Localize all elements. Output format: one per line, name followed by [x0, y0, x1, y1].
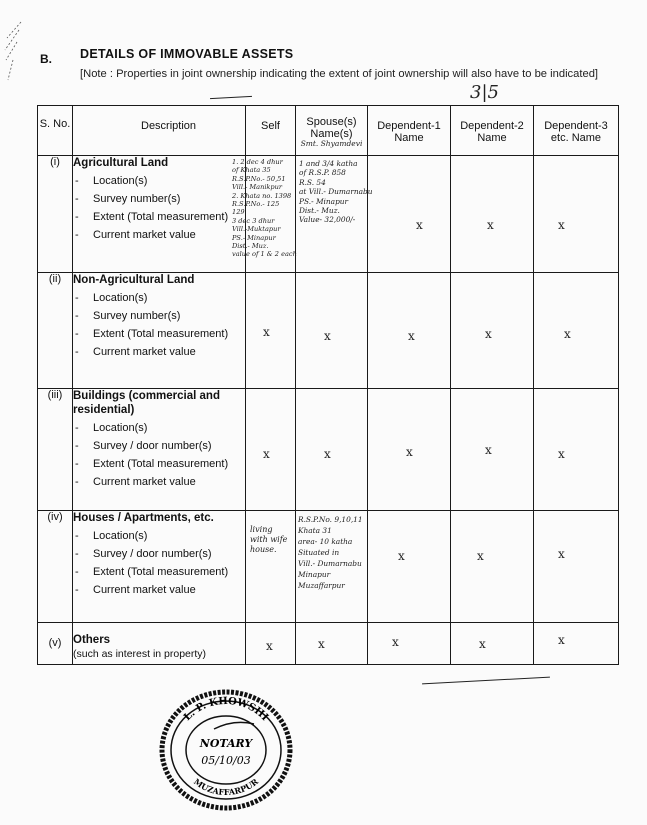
cell-spouse — [296, 389, 368, 511]
cross-mark: x — [263, 447, 270, 461]
cell-dependent-1 — [368, 273, 451, 389]
cell-dependent-3 — [534, 511, 619, 623]
handwritten-entry: living with wife house. — [250, 525, 288, 554]
cell-dependent-3 — [534, 389, 619, 511]
section-letter: B. — [40, 52, 52, 66]
row-description — [73, 156, 246, 273]
cell-dependent-3 — [534, 156, 619, 273]
cross-mark: x — [324, 447, 331, 461]
cell-dependent-3 — [534, 273, 619, 389]
cross-mark: x — [487, 218, 494, 232]
row-sno: (iii) — [38, 389, 73, 511]
cell-dependent-2 — [451, 156, 534, 273]
cell-dependent-1 — [368, 156, 451, 273]
immovable-assets-table — [37, 105, 619, 665]
stamp-center-title: NOTARY — [199, 737, 253, 750]
table-row — [38, 511, 619, 623]
cell-dependent-1 — [368, 623, 451, 665]
table-header-row — [38, 106, 619, 156]
cell-self — [246, 511, 296, 623]
row-description — [73, 389, 246, 511]
cross-mark: x — [479, 637, 486, 651]
cell-dependent-3 — [534, 623, 619, 665]
margin-scribble — [3, 20, 23, 90]
cell-dependent-1 — [368, 511, 451, 623]
stamp-bottom-text: MUZAFFARPUR — [192, 776, 260, 798]
header-spouse-label: Spouse(s) Name(s) — [306, 116, 357, 140]
item-survey: - Survey / door number(s) — [73, 547, 245, 562]
table-row — [38, 273, 619, 389]
cell-dependent-2 — [451, 511, 534, 623]
header-description: Description — [73, 106, 246, 156]
cross-mark: x — [558, 218, 565, 232]
cell-self — [246, 389, 296, 511]
row-sno: (v) — [38, 623, 73, 665]
row-title: Houses / Apartments, etc. — [73, 512, 214, 524]
notary-stamp — [154, 684, 298, 814]
spouse-name-handwritten: Smt. Shyamdevi — [300, 139, 363, 148]
row-sno: (iv) — [38, 511, 73, 623]
signature-line — [422, 677, 550, 685]
table-row — [38, 623, 619, 665]
cell-spouse — [296, 273, 368, 389]
header-sno: S. No. — [38, 106, 73, 156]
handwritten-entry: 1 and 3/4 katha of R.S.P. 858 R.S. 54 at Vill.- Dumarnabu PS.- Minapur Dist.- Muz. Value- 32,000/- — [299, 159, 373, 225]
cell-dependent-2 — [451, 623, 534, 665]
row-description — [73, 273, 246, 389]
item-location: - Location(s) — [73, 291, 245, 306]
table-row — [38, 156, 619, 273]
row-description — [73, 623, 246, 665]
cross-mark: x — [392, 635, 399, 649]
cross-mark: x — [398, 549, 405, 563]
header-dependent-3: Dependent-3 etc. Name — [534, 106, 619, 156]
section-note: [Note : Properties in joint ownership indicating the extent of joint ownership will also have to be indicated] — [80, 68, 599, 80]
row-title: Non-Agricultural Land — [73, 274, 195, 286]
item-location: - Location(s) — [73, 174, 245, 189]
cell-spouse — [296, 623, 368, 665]
item-extent: - Extent (Total measurement) — [73, 210, 245, 225]
cross-mark: x — [558, 547, 565, 561]
item-extent: - Extent (Total measurement) — [73, 565, 245, 580]
cross-mark: x — [485, 327, 492, 341]
item-survey: - Survey number(s) — [73, 192, 245, 207]
cross-mark: x — [406, 445, 413, 459]
section-title: DETAILS OF IMMOVABLE ASSETS — [80, 47, 294, 61]
item-survey: - Survey / door number(s) — [73, 439, 245, 454]
stamp-ring-text: L. P. KHOWSHI — [181, 695, 271, 724]
stamp-center-number: 05/10/03 — [201, 754, 251, 767]
item-market-value: - Current market value — [73, 228, 245, 243]
notary-stamp-graphic — [154, 684, 298, 814]
row-title: Buildings (commercial and residential) — [73, 390, 220, 416]
cross-mark: x — [477, 549, 484, 563]
cell-dependent-2 — [451, 273, 534, 389]
row-description — [73, 511, 246, 623]
handwritten-underline — [210, 96, 252, 99]
cell-self — [246, 273, 296, 389]
row-sno: (i) — [38, 156, 73, 273]
item-extent: - Extent (Total measurement) — [73, 457, 245, 472]
item-survey: - Survey number(s) — [73, 309, 245, 324]
cross-mark: x — [558, 633, 565, 647]
item-location: - Location(s) — [73, 421, 245, 436]
handwritten-page-number: 3|5 — [470, 82, 499, 103]
cross-mark: x — [485, 443, 492, 457]
cross-mark: x — [564, 327, 571, 341]
cell-dependent-1 — [368, 389, 451, 511]
header-self: Self — [246, 106, 296, 156]
row-title: Agricultural Land — [73, 157, 169, 169]
cross-mark: x — [416, 218, 423, 232]
item-extent: - Extent (Total measurement) — [73, 327, 245, 342]
header-spouse — [296, 106, 368, 156]
item-market-value: - Current market value — [73, 583, 245, 598]
cell-spouse — [296, 156, 373, 273]
cell-self — [232, 156, 297, 273]
header-dependent-2: Dependent-2 Name — [451, 106, 534, 156]
row-sno: (ii) — [38, 273, 73, 389]
cross-mark: x — [263, 325, 270, 339]
cross-mark: x — [408, 329, 415, 343]
row-subtitle: (such as interest in property) — [73, 648, 207, 660]
item-market-value: - Current market value — [73, 475, 245, 490]
header-dependent-1: Dependent-1 Name — [368, 106, 451, 156]
handwritten-entry: 1. 2 dec 4 dhur of Khata 35 R.S.P.No.- 50,51 Vill.- Manikpur 2. Khata no. 1398 R.S.P.No.- 125 129 3 dec 3 dhur Vill.-Muktapur PS.- Minapur Dist.- Muz. value of 1 & 2 each — [232, 158, 297, 259]
item-market-value: - Current market value — [73, 345, 245, 360]
item-location: - Location(s) — [73, 529, 245, 544]
cross-mark: x — [318, 637, 325, 651]
table-row — [38, 389, 619, 511]
cell-self — [246, 623, 296, 665]
cell-spouse — [296, 511, 368, 623]
row-title: Others — [73, 634, 111, 646]
cross-mark: x — [266, 639, 273, 653]
cross-mark: x — [558, 447, 565, 461]
handwritten-entry: R.S.P.No. 9,10,11 Khata 31 area- 10 katha Situated in Vill.- Dumarnabu Minapur Muzaffarpur — [298, 515, 363, 590]
cell-dependent-2 — [451, 389, 534, 511]
cross-mark: x — [324, 329, 331, 343]
